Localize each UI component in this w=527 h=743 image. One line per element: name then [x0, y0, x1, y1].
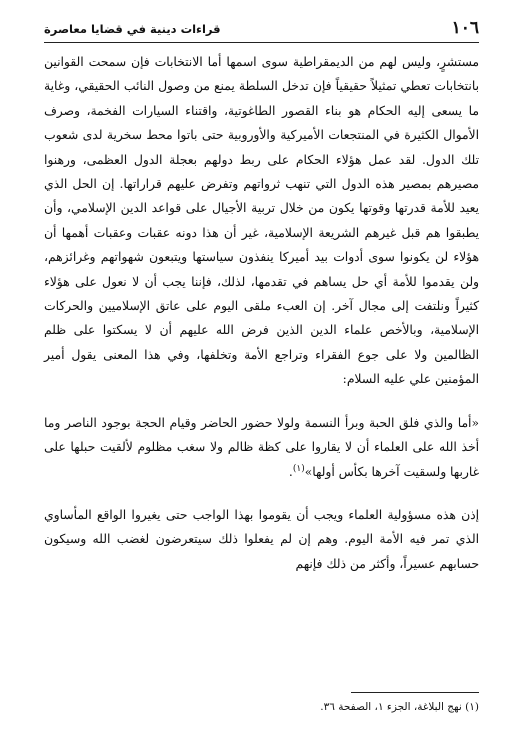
quotation-end: . — [288, 464, 293, 479]
page-number: ١٠٦ — [451, 18, 479, 38]
paragraph: إذن هذه مسؤولية العلماء ويجب أن يقوموا بهذا الواجب حتى يغيروا الواقع المأساوي الذي تمر فيه الأمة اليوم. وهم إن لم يفعلوا ذلك سيتعرضون لغضب الله وسيكون حسابهم عسيراً، وأكثر من ذلك فإنهم — [44, 507, 479, 571]
page-body — [44, 50, 479, 576]
quotation-text: «أما والذي فلق الحبة وبرأ النسمة ولولا حضور الحاضر وقيام الحجة بوجود الناصر وما أخذ الله على العلماء أن لا يقاروا على كظة ظالم ولا سغب مظلوم لألقيت حبلها على غاربها ولسقيت آخرها بكأس أولها» — [44, 415, 479, 479]
book-title: قراءات دينية في قضايا معاصرة — [44, 22, 221, 36]
paragraph: مستشرٍ، وليس لهم من الديمقراطية سوى اسمها أما الانتخابات فإن سمحت القوانين بانتخابات تعطي تمثيلاً حقيقياً فإن تدخل السلطة يمنع من وصول النائب الحقيقي، وغاية ما يسعى إليه الحكام هو بناء القصور الطاغوتية، واقتناء السيارات الفخمة، وصرف الأموال الكثيرة في المنتجعات الأميركية والأوروبية حتى باتوا محط سخرية لدى شعوب تلك الدول. لقد عمل هؤلاء الحكام على ربط دولهم بعجلة الدول العظمى، ورهنوا مصيرهم بمصير هذه الدول التي تنهب ثرواتهم وتفرض عليهم قراراتها. إن الحل الذي يعيد للأمة قدرتها وقوتها يكون من خلال تربية الأجيال على قواعد الدين الإسلامي، وأن يطبقوا هم قبل غيرهم الشريعة الإسلامية، غير أن هذا دونه عقبات وعقبات أهمها أن هؤلاء لن يكونوا سوى أدوات بيد أميركا ينفذون سياستها ويتبعون شهواتهم وغرائزهم، ولن يقدموا للأمة أي حل يساهم في تقدمها، لذلك، فإننا يجب أن لا نعول على هؤلاء كثيراً ونلتفت إلى مجال آخر. إن العبء ملقى اليوم على عاتق الإسلاميين والحركات الإسلامية، وبالأخص علماء الدين الذين فرض الله عليهم أن لا يسكتوا على ظلم الظالمين ولا على جوع الفقراء وتراجع الأمة وتخلفها، وفي هذا المعنى يقول أمير المؤمنين علي عليه السلام: — [44, 55, 480, 387]
running-header — [44, 14, 479, 38]
footnote: (١) نهج البلاغة، الجزء ١، الصفحة ٣٦. — [320, 701, 479, 713]
quotation-paragraph — [44, 411, 479, 484]
footnote-marker: (١) — [292, 463, 305, 474]
footnote-rule — [351, 692, 479, 693]
header-rule — [44, 42, 479, 43]
